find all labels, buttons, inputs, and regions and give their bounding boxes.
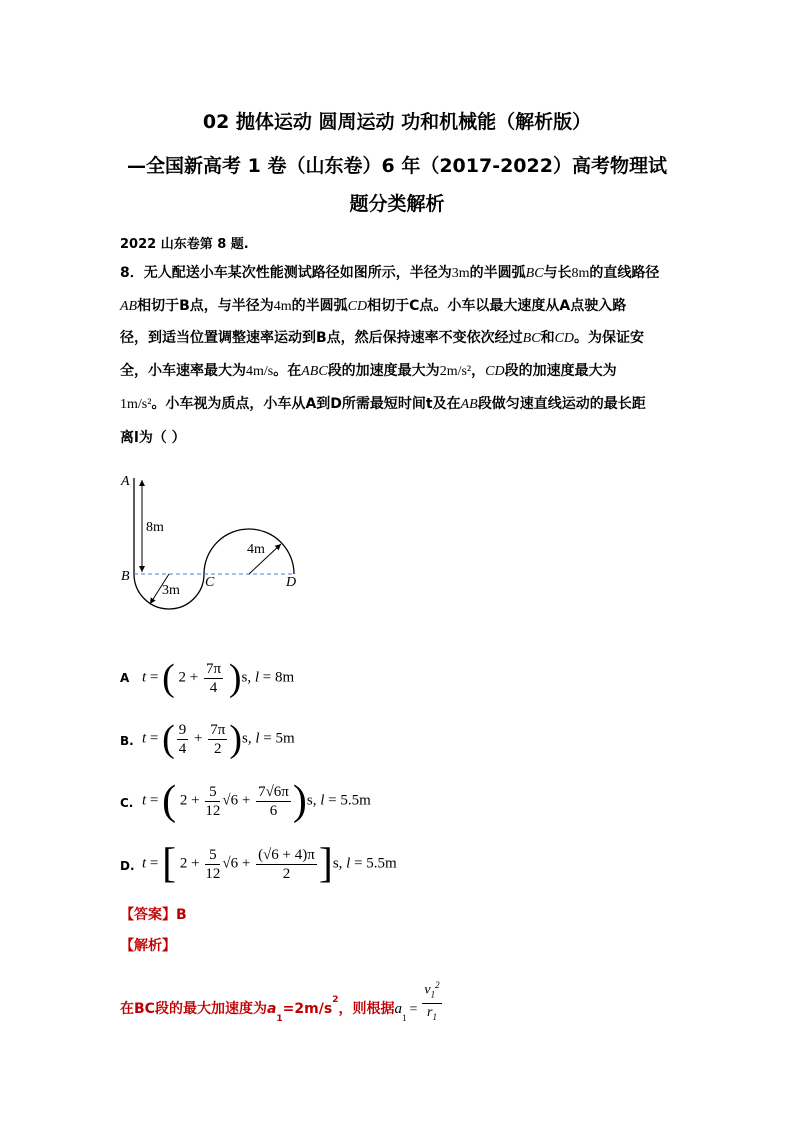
- q-text: t: [425, 396, 433, 412]
- numerator: 7π: [210, 721, 226, 738]
- q-text: 全，小车速率最大为: [120, 363, 246, 379]
- question-line-4: [120, 360, 617, 380]
- var-l: l: [320, 792, 325, 809]
- var-t: t: [142, 669, 147, 686]
- equals-sign: =: [149, 855, 159, 872]
- explain-sub: 1: [276, 1013, 283, 1024]
- explain-fraction: [422, 976, 441, 1026]
- denominator: 12: [205, 802, 221, 819]
- label-c: C: [205, 575, 215, 590]
- number-two: 2: [179, 855, 188, 872]
- q-math: ABC: [301, 364, 328, 379]
- var-l: l: [255, 730, 260, 747]
- unit: s,: [242, 730, 252, 747]
- explain-var: a: [266, 1001, 277, 1018]
- option-c-label: C.: [120, 796, 134, 810]
- explain-text: ，则根据: [338, 1001, 395, 1018]
- q-text: 径，到适当位置调整速率运动到: [120, 330, 316, 346]
- plus-sign: +: [189, 669, 199, 686]
- explanation-line: [120, 976, 444, 1024]
- denominator: 2: [282, 865, 291, 882]
- paren-open: (: [162, 718, 175, 760]
- q-text: l: [134, 430, 139, 446]
- explain-text: 段的最大加速度为: [154, 1001, 267, 1018]
- q-text: 到: [316, 396, 331, 412]
- denominator: 12: [205, 865, 221, 882]
- label-4m: 4m: [247, 542, 265, 557]
- fraction: [208, 721, 227, 758]
- equals-sign: =: [149, 792, 159, 809]
- q-text: 。为保证安: [574, 330, 645, 346]
- q-math: BC: [522, 331, 541, 346]
- paren-close: ): [229, 718, 242, 760]
- question-line-6: [120, 427, 186, 447]
- label-a: A: [121, 474, 130, 489]
- q-text: 段的加速度最大为: [504, 363, 617, 379]
- numerator: v: [424, 982, 431, 998]
- paren-close: ): [292, 778, 307, 824]
- plus-sign: +: [241, 792, 251, 809]
- q-text: 所需最短时间: [341, 396, 426, 412]
- var-t: t: [142, 792, 147, 809]
- sqrt: √6: [222, 792, 239, 809]
- var-t: t: [142, 855, 147, 872]
- q-math: 1m/s²: [120, 397, 152, 412]
- numerator-sup: 2: [435, 980, 440, 990]
- option-a[interactable]: [120, 656, 520, 702]
- bracket-close: ]: [318, 841, 333, 887]
- explain-var: a: [394, 1001, 402, 1018]
- denominator: 4: [178, 740, 187, 757]
- answer-line: [120, 904, 187, 924]
- explain-sup: 2: [332, 995, 339, 1006]
- q-text: D: [330, 396, 342, 412]
- analysis-tag: 【解析】: [120, 938, 176, 954]
- question-line-2: [120, 295, 626, 315]
- plus-sign: +: [241, 855, 251, 872]
- q-text: 与长: [543, 265, 572, 281]
- explain-sub: 1: [401, 1012, 407, 1023]
- label-8m: 8m: [146, 520, 164, 535]
- q-text: 相切于: [367, 298, 410, 314]
- unit: s,: [332, 855, 343, 872]
- paren-close: ): [228, 657, 242, 699]
- l-value: = 5m: [263, 730, 295, 747]
- q-text: 相切于: [137, 298, 180, 314]
- q-math: BC: [525, 266, 544, 281]
- q-text: 点。小车以最大速度从: [419, 298, 560, 314]
- q-math: 2m/s²: [439, 364, 472, 379]
- q-math: 8m: [571, 266, 590, 281]
- q-math: 4m/s: [246, 364, 274, 379]
- denominator: r: [426, 1005, 433, 1021]
- equals-sign: =: [149, 730, 159, 747]
- numerator: 5: [205, 783, 220, 802]
- q-math: 4m: [273, 299, 292, 314]
- fraction: [205, 846, 220, 883]
- q-text: B: [316, 330, 327, 346]
- path-diagram: [110, 470, 310, 610]
- var-t: t: [142, 730, 147, 747]
- q-text: A: [305, 396, 317, 412]
- q-math: 3m: [451, 266, 470, 281]
- denominator: 6: [269, 802, 278, 819]
- denominator: 4: [209, 679, 218, 696]
- q-math: CD: [347, 299, 368, 314]
- unit: s,: [241, 669, 252, 686]
- option-a-label: A: [120, 671, 130, 685]
- number-two: 2: [179, 792, 188, 809]
- number-two: 2: [178, 669, 187, 686]
- title-line-2: —全国新高考 1 卷（山东卷）6 年（2017-2022）高考物理试: [127, 155, 667, 177]
- title-line-3: 题分类解析: [349, 193, 445, 215]
- numerator: 5: [205, 846, 220, 865]
- q-text: A: [559, 298, 571, 314]
- fraction: [256, 846, 317, 883]
- plus-sign: +: [191, 855, 200, 872]
- question-line-5: [120, 393, 646, 413]
- l-value: = 8m: [262, 669, 295, 686]
- fraction: [204, 660, 223, 697]
- fraction: [256, 783, 291, 820]
- explain-text: =2m/s: [282, 1001, 333, 1018]
- q-text: 点，然后保持速率不变依次经过: [326, 330, 523, 346]
- q-text: 段做匀速直线运动的最长距: [477, 396, 646, 412]
- q-text: 的半圆弧: [291, 298, 348, 314]
- q-text: 。小车视为质点，小车从: [151, 396, 306, 412]
- bracket-open: [: [162, 841, 177, 887]
- explain-eq: =: [409, 1002, 418, 1018]
- numerator: 7π: [206, 660, 222, 677]
- answer-tag: 【答案】: [120, 907, 176, 923]
- q-math: CD: [554, 331, 575, 346]
- numerator: 7√6π: [258, 783, 289, 800]
- paren-open: (: [162, 657, 175, 699]
- paren-open: (: [162, 778, 177, 824]
- source-label: 2022 山东卷第 8 题.: [120, 237, 249, 252]
- var-l: l: [254, 669, 260, 686]
- explain-text: BC: [134, 1001, 155, 1018]
- sqrt: √6: [222, 855, 239, 872]
- option-b-label: B.: [120, 734, 134, 748]
- answer-value: B: [176, 907, 187, 923]
- q-text: C: [409, 298, 420, 314]
- explain-text: 在: [120, 1001, 134, 1018]
- numerator-sub: 1: [430, 989, 436, 1000]
- equals-sign: =: [149, 669, 159, 686]
- denominator-sub: 1: [432, 1012, 437, 1023]
- plus-sign: +: [194, 730, 203, 747]
- unit: s,: [306, 792, 317, 809]
- fraction: [205, 783, 220, 820]
- numerator: (√6 + 4)π: [258, 846, 315, 863]
- label-b: B: [121, 569, 130, 584]
- q-text: 点，与半径为: [189, 298, 274, 314]
- q-text: B: [179, 298, 190, 314]
- q-text: 及在: [432, 396, 461, 412]
- question-line-1: [120, 262, 659, 282]
- l-value: = 5.5m: [328, 792, 371, 809]
- question-line-3: [120, 327, 644, 347]
- q-text: 点驶入路: [570, 298, 627, 314]
- option-b[interactable]: [120, 717, 520, 763]
- q-text: 段的加速度最大为: [327, 363, 440, 379]
- q-text: 离: [120, 430, 134, 446]
- l-value: = 5.5m: [354, 855, 397, 872]
- q-text: 的半圆弧: [469, 265, 526, 281]
- label-3m: 3m: [162, 583, 180, 598]
- q-math: AB: [460, 397, 478, 412]
- option-c[interactable]: [120, 777, 520, 827]
- option-d-label: D.: [120, 859, 135, 873]
- plus-sign: +: [191, 792, 200, 809]
- label-d: D: [286, 575, 297, 590]
- option-d[interactable]: [120, 840, 520, 890]
- q-math: CD: [485, 364, 505, 379]
- q-text: 和: [540, 330, 555, 346]
- q-text: ，: [471, 363, 486, 379]
- numerator: 9: [178, 721, 187, 738]
- q-math: AB: [120, 299, 138, 314]
- denominator: 2: [214, 740, 222, 757]
- fraction: [177, 721, 189, 758]
- var-l: l: [346, 855, 351, 872]
- q-text: 。在: [273, 363, 302, 379]
- q-text: 的直线路径: [589, 265, 660, 281]
- title-line-1: 02 抛体运动 圆周运动 功和机械能（解析版）: [202, 111, 592, 133]
- q-text: 8．无人配送小车某次性能测试路径如图所示，半径为: [120, 265, 452, 281]
- q-text: 为（ ）: [138, 430, 186, 446]
